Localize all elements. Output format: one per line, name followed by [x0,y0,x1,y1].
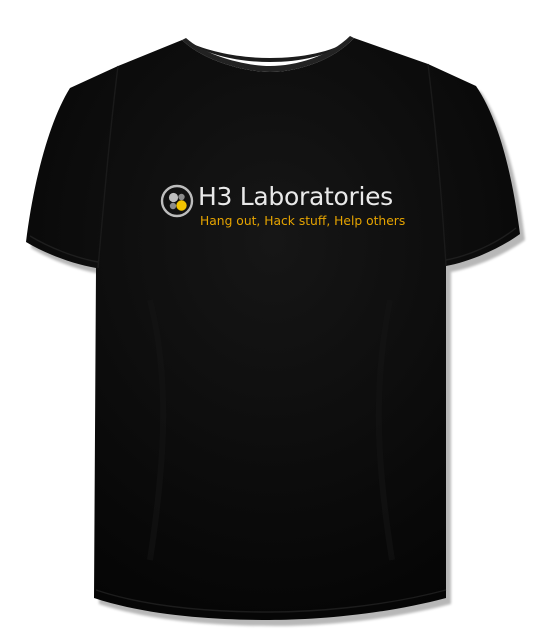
brand-name: H3 Laboratories [198,182,393,211]
atom-circles-logo-icon [160,184,194,218]
tagline: Hang out, Hack stuff, Help others [200,214,406,228]
shirt-body [26,38,520,620]
shirt-print [160,180,406,240]
